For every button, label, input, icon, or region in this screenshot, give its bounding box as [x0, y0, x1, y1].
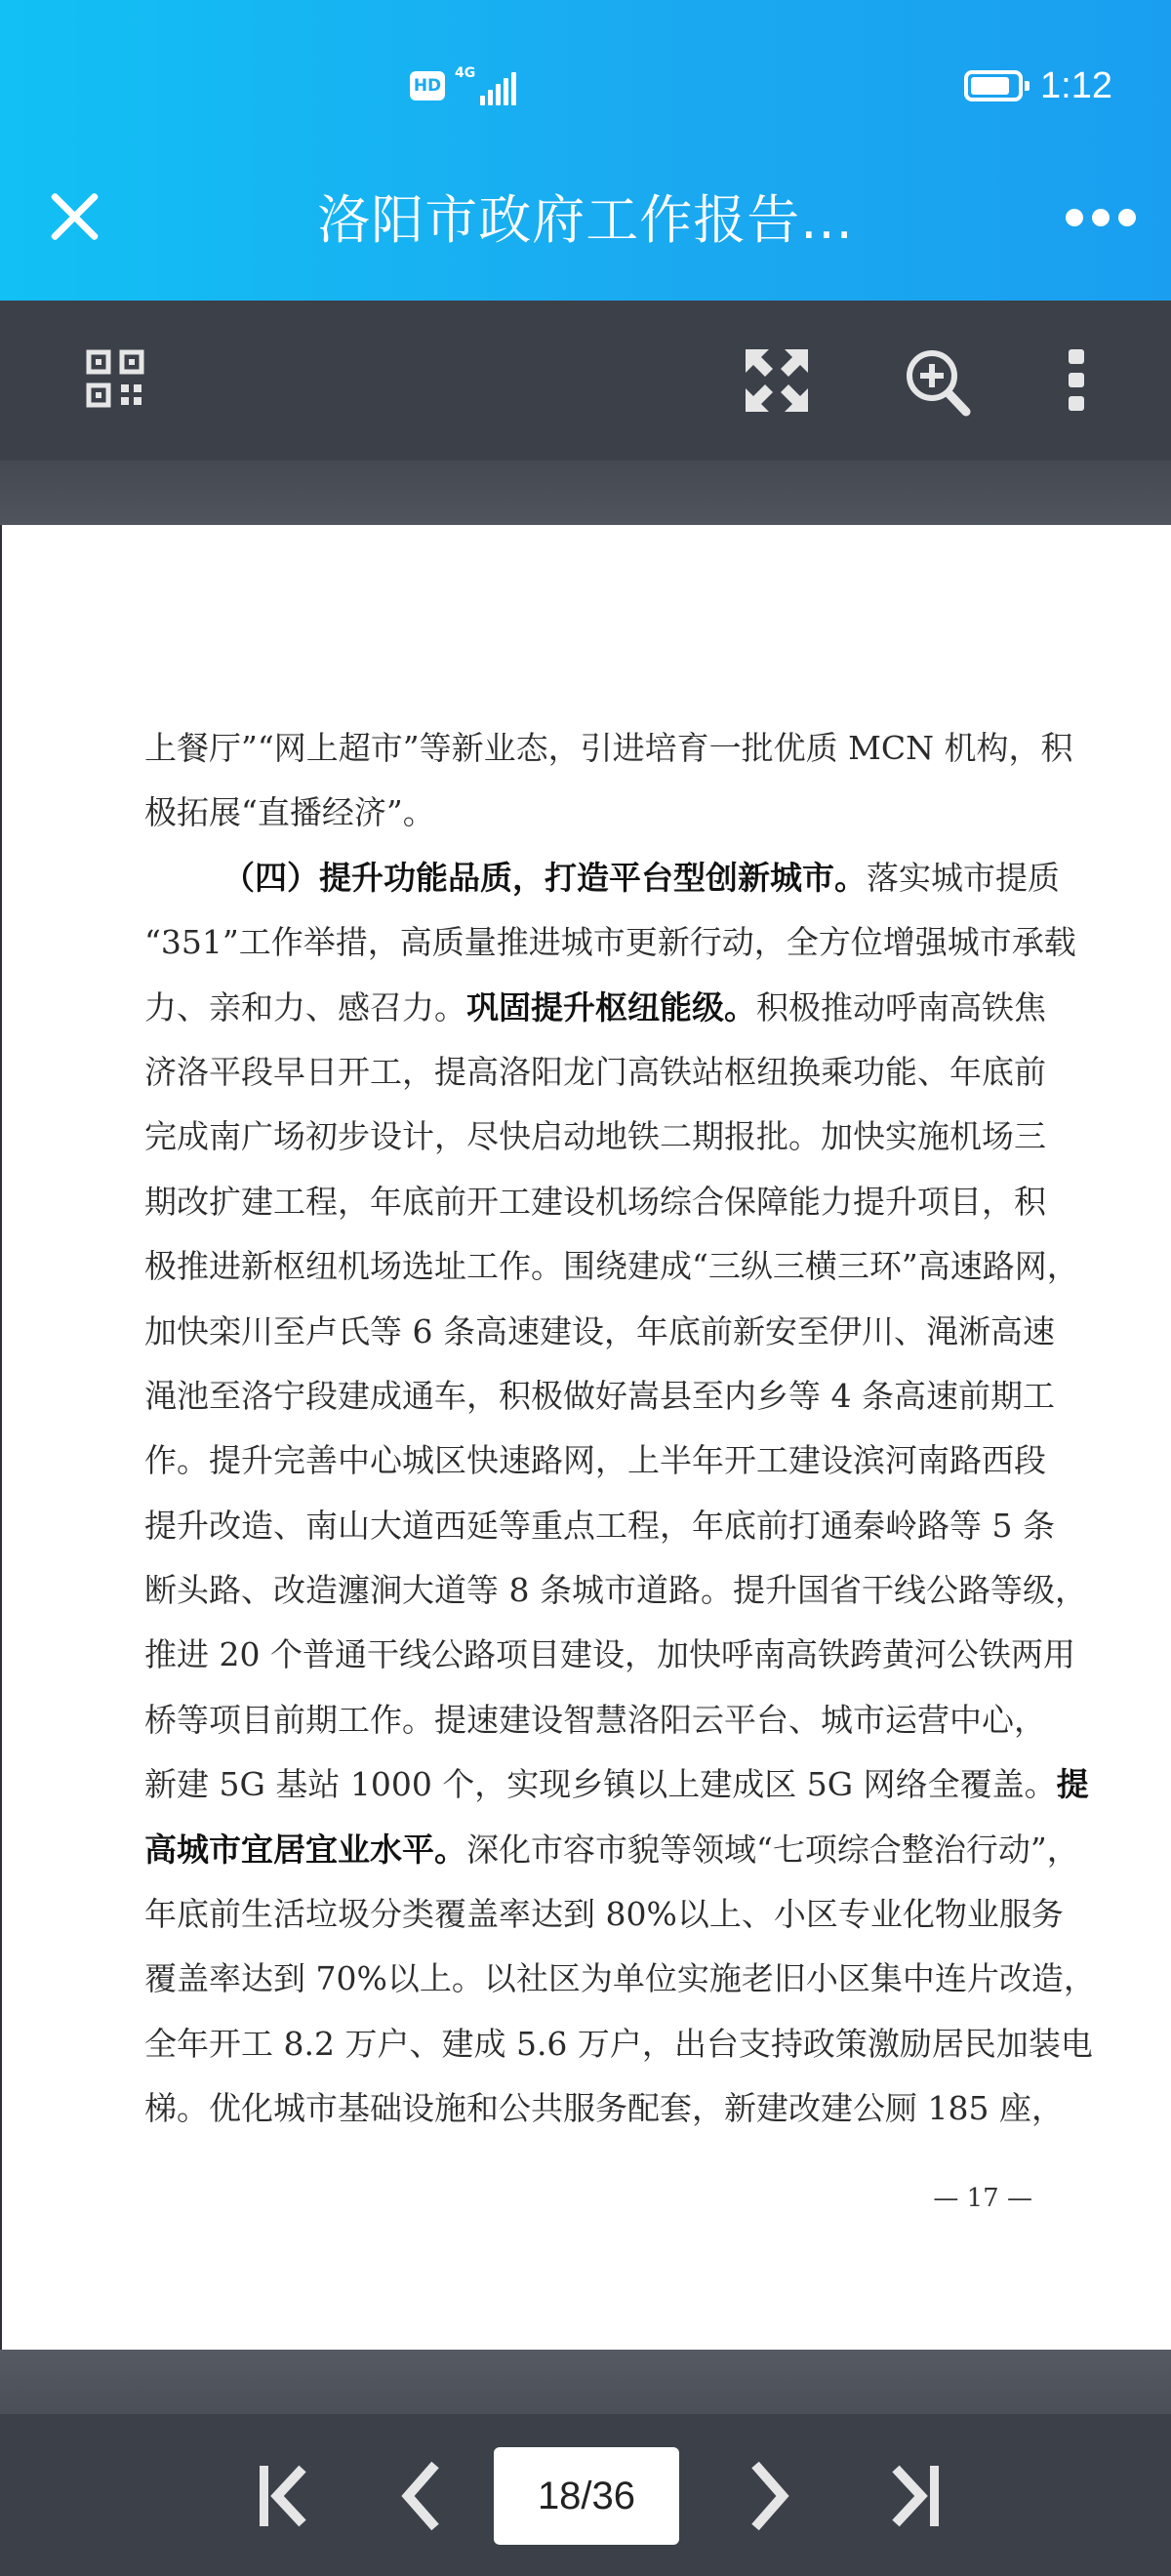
document-line [144, 1494, 1055, 1558]
network-type-label: 4G [455, 65, 476, 81]
document-line [144, 781, 1034, 845]
document-line [144, 910, 1076, 975]
next-page-icon[interactable] [730, 2451, 808, 2539]
document-bold-text: （四）提升功能品质，打造平台型创新城市。 [222, 858, 867, 897]
document-text: 积极推动呼南高铁焦 [756, 987, 1046, 1026]
document-text: “351”工作举措，高质量推进城市更新行动，全方位增强城市承载 [144, 923, 1076, 962]
document-line [144, 1688, 1046, 1752]
document-bold-text: 巩固提升枢纽能级。 [466, 987, 756, 1026]
previous-page-icon[interactable] [383, 2451, 461, 2539]
document-line [144, 846, 1060, 910]
page-indicator-input[interactable]: 18/36 [494, 2447, 679, 2545]
document-line [144, 1752, 1089, 1817]
document-line [144, 1364, 1055, 1429]
document-line [144, 2076, 1064, 2141]
network-indicators [410, 60, 516, 111]
document-text: 加快栾川至卢氏等 6 条高速建设，年底前新安至伊川、渑淅高速 [144, 1311, 1055, 1350]
document-bold-text: 高城市宜居宜业水平。 [144, 1830, 466, 1869]
document-text: 断头路、改造瀍涧大道等 8 条城市道路。提升国省干线公路等级， [144, 1571, 1087, 1610]
first-page-icon[interactable] [244, 2451, 322, 2539]
document-text: 上餐厅”“网上超市”等新业态，引进培育一批优质 MCN 机构，积 [144, 729, 1073, 767]
document-line [144, 1300, 1055, 1364]
document-text: 渑池至洛宁段建成通车，积极做好嵩县至内乡等 4 条高速前期工 [144, 1376, 1055, 1415]
document-text: 力、亲和力、感召力。 [144, 987, 466, 1026]
more-icon[interactable] [1066, 203, 1138, 232]
document-line [144, 1040, 1046, 1105]
document-text: 覆盖率达到 70%以上。以社区为单位实施老旧小区集中连片改造， [144, 1959, 1096, 1998]
document-text: 济洛平段早日开工，提高洛阳龙门高铁站枢纽换乘功能、年底前 [144, 1052, 1046, 1091]
hd-badge: HD [410, 71, 445, 101]
document-text: 极拓展“直播经济”。 [144, 793, 435, 832]
battery-icon [964, 70, 1023, 101]
vertical-menu-icon[interactable] [1066, 347, 1089, 414]
document-page-number: — 17 — [933, 2184, 1032, 2213]
document-line [144, 976, 1046, 1040]
document-text: 推进 20 个普通干线公路项目建设，加快呼南高铁跨黄河公铁两用 [144, 1635, 1075, 1674]
page-gap [0, 2350, 1171, 2414]
document-text: 期改扩建工程，年底前开工建设机场综合保障能力提升项目，积 [144, 1182, 1046, 1221]
toolbar-divider [0, 461, 1171, 525]
document-line [144, 2012, 1093, 2076]
document-line [144, 1947, 1096, 2011]
document-line [144, 1558, 1087, 1623]
document-text: 作。提升完善中心城区快速路网，上半年开工建设滨河南路西段 [144, 1441, 1046, 1480]
document-text: 梯。优化城市基础设施和公共服务配套，新建改建公厕 185 座， [144, 2089, 1064, 2128]
document-line [144, 1170, 1046, 1234]
document-text: 年底前生活垃圾分类覆盖率达到 80%以上、小区专业化物业服务 [144, 1895, 1064, 1934]
signal-strength-icon [455, 66, 516, 105]
document-page[interactable] [0, 525, 1171, 2350]
viewer-toolbar [0, 301, 1171, 461]
document-text: 全年开工 8.2 万户、建成 5.6 万户，出台支持政策激励居民加装电 [144, 2024, 1093, 2063]
document-text: 新建 5G 基站 1000 个，实现乡镇以上建成区 5G 网络全覆盖。 [144, 1765, 1057, 1804]
document-line [144, 1818, 1079, 1882]
close-icon[interactable] [39, 181, 109, 252]
fullscreen-icon[interactable] [744, 347, 810, 414]
document-body [144, 716, 1096, 2142]
status-bar [0, 0, 1171, 172]
document-bold-text: 提 [1056, 1765, 1089, 1804]
document-text: 桥等项目前期工作。提速建设智慧洛阳云平台、城市运营中心， [144, 1700, 1046, 1739]
document-line [144, 1429, 1046, 1493]
status-right-group [964, 59, 1112, 113]
last-page-icon[interactable] [876, 2451, 954, 2539]
document-text: 深化市容市貌等领域“七项综合整治行动”， [466, 1830, 1079, 1869]
document-line [144, 1882, 1064, 1947]
document-text: 完成南广场初步设计，尽快启动地铁二期报批。加快实施机场三 [144, 1117, 1046, 1156]
zoom-in-icon[interactable] [904, 347, 972, 418]
document-text: 提升改造、南山大道西延等重点工程，年底前打通秦岭路等 5 条 [144, 1506, 1055, 1545]
page-title: 洛阳市政府工作报告... [317, 189, 854, 251]
status-time: 1:12 [1040, 64, 1112, 106]
qr-code-icon[interactable] [86, 349, 144, 408]
battery-level-fill [971, 77, 1009, 95]
document-line [144, 1623, 1075, 1687]
document-line [144, 1234, 1079, 1299]
document-text: 落实城市提质 [867, 858, 1060, 897]
document-line [144, 1105, 1046, 1169]
document-line [144, 716, 1073, 781]
document-text: 极推进新枢纽机场选址工作。围绕建成“三纵三横三环”高速路网， [144, 1247, 1079, 1286]
